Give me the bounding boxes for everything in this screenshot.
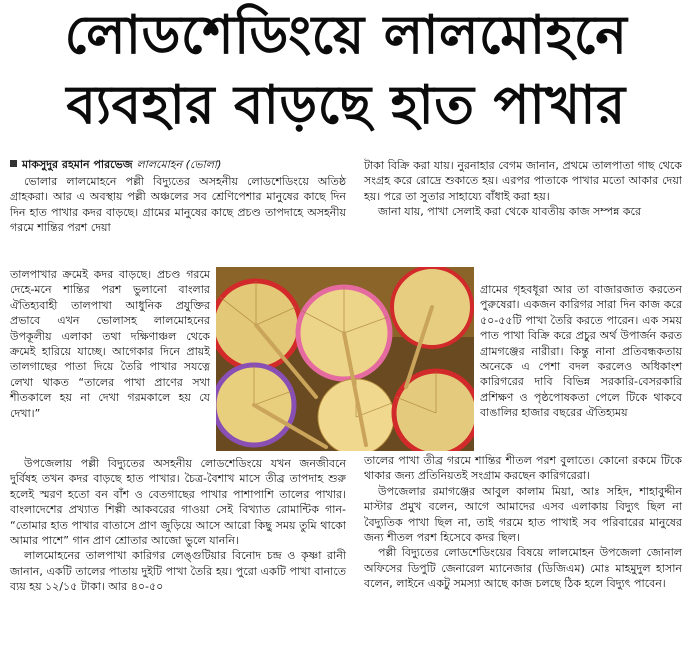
article-paragraph: ভোলার লালমোহনে পল্লী বিদ্যুতের অসহনীয় লোডশেডিংয়ে অতিষ্ঠ গ্রাহকরা। আর এ অবস্থায় পল্লী অঞ্চলের সব শ্রেণিপেশার মানুষের কাছে দিন দিন হাত পাখার কদর বাড়ছে। গ্রামের মানুষের কাছে প্রচণ্ড তাপদাহে অসহনীয় গরমে শান্তির পরশ দেয়া: [10, 175, 346, 235]
article-column-right-bottom: [364, 453, 682, 592]
article-column-right-wrap: [480, 282, 682, 421]
article-paragraph: তালের পাখা তীব্র গরমে শান্তির শীতল পরশ বুলাতে। কোনো রকমে টিকে থাকার জন্য প্রতিনিয়তই সংগ্রাম করছেন কারিগরেরা।: [364, 454, 682, 483]
article-paragraph: তালপাখার ক্রমেই কদর বাড়ছে। প্রচণ্ড গরমে দেহে-মনে শান্তির পরশ ভুলানো বাংলার ঐতিহ্যবাহী তালপাখা আধুনিক প্রযুক্তির প্রভাবে এখন ভোলাসহ লালমোহনের উপকূলীয় এলাকা তথা দক্ষিণাঞ্চল থেকে ক্রমেই হারিয়ে যাচ্ছে। আগেকার দিনে প্রায়ই তালগাছের পাতা দিয়ে তৈরি পাখার সযত্নে লেখা থাকত “তালের পাখা প্রাণের সখা শীতকালে হয় না দেখা গরমকালে হয় যে দেখা।”: [10, 268, 210, 420]
square-bullet-icon: [10, 160, 17, 167]
article-paragraph: জানা যায়, পাখা সেলাই করা থেকে যাবতীয় কাজ সম্পন্ন করে: [378, 205, 642, 219]
article-column-right-top: [364, 158, 682, 220]
article-paragraph: টাকা বিক্রি করা যায়। নুরনাহার বেগম জানান, প্রথমে তালপাতা গাছ থেকে সংগ্রহ করে রোদ্রে শুকাতে হয়। এরপর পাতাকে পাখার মতো আকার দেয়া হয়। পরে তা সুতার সাহায্যে বাঁধাই করা হয়।: [364, 159, 682, 203]
article-paragraph: উপজেলায় পল্লী বিদ্যুতের অসহনীয় লোডশেডিংয়ে যখন জনজীবনে দুর্বিষহ তখন কদর বাড়ছে হাত পাখার। চৈত্র-বৈশাখ মাসে তীব্র তাপদাহ শুরু হলেই স্মরণ হতো বন বাঁশ ও বেতগাছের পাখার পাশাপাশি তালের পাখার। বাংলাদেশের প্রখ্যাত শিল্পী আকবরের গাওয়া সেই বিখ্যাত রোমান্টিক গান- “তোমার হাত পাখার বাতাসে প্রাণ জুড়িয়ে আসে আরো কিছু সময় তুমি থাকো আমার পাশে” গান প্রাণ শ্রোতার আজো ভুলে যাননি।: [10, 457, 346, 548]
author-name: মাকসুদুর রহমান পারভেজ: [22, 158, 133, 171]
article-paragraph: উপজেলার রমাগঞ্জের আবুল কালাম মিয়া, আঃ সহিদ, শাহাবুদ্দীন মাস্টার প্রমুখ বলেন, আগে আমাদের এসব এলাকায় বিদ্যুৎ ছিল না বৈদ্যুতিক পাখা ছিল না, তাই গরমে হাত পাখাই সব পরিবারের মানুষের জন্য শীতল পরশ হিসেবে কদর ছিল।: [364, 484, 682, 545]
headline-line-1: লোডশেডিংয়ে লালমোহনে: [64, 5, 628, 66]
article-paragraph: পল্লী বিদ্যুতের লোডশেডিংয়ের বিষয়ে লালমোহন উপজেলা জোনাল অফিসের ডিপুটি জেনারেল ম্যানেজার (ডিজিএম) মোঃ মাহমুদুল হাসান বলেন, লাইনে একটু সমস্যা আছে কাজ চলছে ঠিক হলে বিদ্যুৎ পাবেন।: [364, 546, 682, 591]
article-paragraph: গ্রামের গৃহবধূরা আর তা বাজারজাত করতেন পুরুষেরা। একজন কারিগর সারা দিন কাজ করে ৫০-৫৫টি পাখা তৈরি করতে পারেন। এক সময় পাত পাখা বিক্রি করে প্রচুর অর্থ উপার্জন করত গ্রামগঞ্জের নারীরা। কিন্তু নানা প্রতিবন্ধকতায় অনেকে এ পেশা বদল করলেও অধিকাংশ কারিগরের দাবি বিভিন্ন সরকারি-বেসরকারি প্রশিক্ষণ ও পৃষ্ঠপোষকতা পেলে টিকে থাকবে বাঙালির হাজার বছরের ঐতিহ্যময়: [480, 283, 682, 420]
article-column-left-top: [10, 174, 346, 236]
article-column-left-bottom: [10, 456, 346, 595]
article-paragraph: লালমোহনের তালপাখা কারিগর লেঙ্গুটিয়ার বিনোদ চন্দ্র ও কৃষ্ণা রানী জানান, একটি তালের পাতায় দুইটি পাখা তৈরি হয়। পুরো একটি পাখা বানাতে ব্যয় হয় ১২/১৫ টাকা। আর ৪০-৫০: [10, 549, 346, 594]
article-column-left-wrap: [10, 267, 210, 421]
byline: [10, 158, 350, 172]
dateline-location: লালমোহন (ভোলা): [136, 158, 222, 171]
headline-line-2: ব্যবহার বাড়ছে হাত পাখার: [66, 75, 626, 136]
hand-fan-photo: [216, 267, 474, 451]
